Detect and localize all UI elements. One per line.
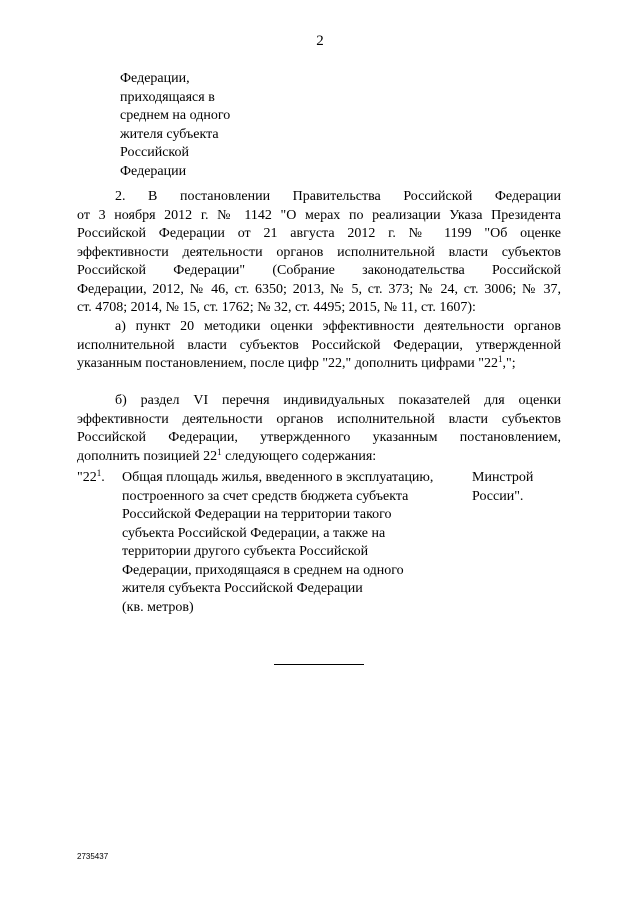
superscript: 1 <box>96 468 102 478</box>
superscript: 1 <box>217 446 222 457</box>
text-line: Российской Федерации, утвержденного указанным постановлением, <box>77 430 561 445</box>
table-continuation-cell <box>120 70 280 181</box>
text-line: Федерации, <box>120 71 190 86</box>
text-segment: "22 <box>77 470 97 485</box>
text-line: Федерации, приходящаяся в среднем на одного <box>122 562 404 578</box>
responsible-ministry <box>472 469 562 506</box>
indicator-name <box>122 469 467 617</box>
text-line: субъекта Российской Федерации, а также на <box>122 525 386 541</box>
paragraph-item-b <box>77 392 561 466</box>
text-line: (кв. метров) <box>122 599 194 615</box>
text-line: среднем на одного <box>120 108 231 123</box>
position-number <box>77 469 105 487</box>
text-line: Российской Федерации на территории такого <box>122 507 392 522</box>
end-divider <box>274 664 364 665</box>
document-code: 2735437 <box>77 852 109 861</box>
text-line: приходящаяся в <box>120 89 215 105</box>
text-line: от 3 ноября 2012 г. № 1142 "О мерах по реализации Указа Президента <box>77 207 561 223</box>
text-line: а) пункт 20 методики оценки эффективности деятельности органов <box>115 319 561 334</box>
text-line: эффективности деятельности органов исполнительной власти субъектов <box>77 411 561 427</box>
text-line: Российской Федерации" (Собрание законодательства Российской <box>77 263 561 278</box>
text-line <box>77 355 561 374</box>
text-line: жителя субъекта Российской Федерации <box>122 581 363 596</box>
superscript: 1 <box>498 354 503 364</box>
text-line: Российской Федерации от 21 августа 2012 г. № 1199 "Об оценке <box>77 226 561 241</box>
text-line: Федерации, 2012, № 46, ст. 6350; 2013, № 5, ст. 373; № 24, ст. 3006; № 37, <box>77 281 561 297</box>
text-segment: . <box>101 470 105 485</box>
text-line: территории другого субъекта Российской <box>122 544 369 559</box>
text-line: Федерации <box>120 163 187 179</box>
text-segment: ,"; <box>502 356 516 371</box>
text-line: б) раздел VI перечня индивидуальных показателей для оценки <box>115 393 561 408</box>
text-line <box>77 448 561 467</box>
paragraph-item-2 <box>77 188 561 318</box>
text-line: 2. В постановлении Правительства Российской Федерации <box>115 189 561 204</box>
text-line: Российской <box>120 145 189 160</box>
text-line: построенного за счет средств бюджета субъекта <box>122 488 409 504</box>
text-line: исполнительной власти субъектов Российской Федерации, утвержденной <box>77 337 561 353</box>
text-line: Общая площадь жилья, введенного в эксплуатацию, <box>122 470 434 485</box>
text-line: ст. 4708; 2014, № 15, ст. 1762; № 32, ст. 4495; 2015, № 11, ст. 1607): <box>77 300 476 315</box>
text-segment: указанным постановлением, после цифр "22," дополнить цифрами "22 <box>77 356 499 371</box>
text-segment: дополнить позицией 22 <box>77 448 218 464</box>
page-number: 2 <box>316 33 324 49</box>
text-line: Минстрой <box>472 470 534 485</box>
text-segment: следующего содержания: <box>221 448 377 464</box>
text-line: жителя субъекта <box>120 126 219 142</box>
paragraph-item-a <box>77 318 561 374</box>
text-line: России". <box>472 488 524 504</box>
text-line: эффективности деятельности органов исполнительной власти субъектов <box>77 244 561 260</box>
